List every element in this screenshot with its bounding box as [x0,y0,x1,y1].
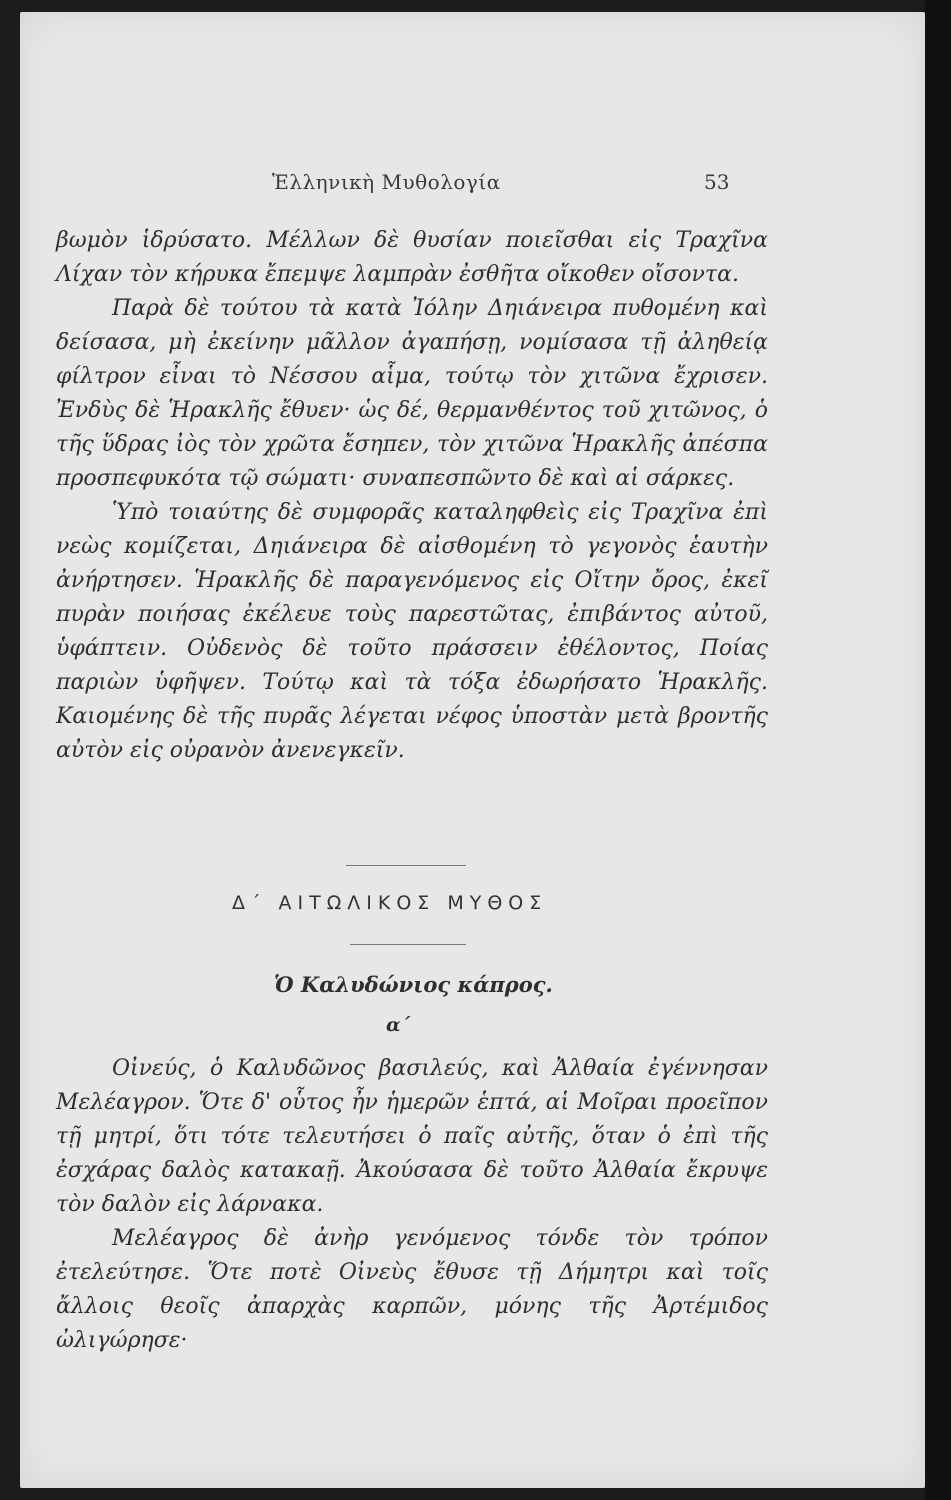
divider-rule [346,865,466,866]
book-page [20,12,925,1488]
section-heading-text: Δ΄ ΑΙΤΩΛΙΚΟΣ ΜΥΘΟΣ [232,892,548,914]
section-subtitle: Ὁ Καλυδώνιος κάπρος. [274,972,553,997]
scan-border [925,0,951,1500]
part-numeral: α΄ [386,1014,411,1036]
paragraph: Οἰνεύς, ὁ Καλυδῶνος βασιλεύς, καὶ Ἀλθαία ἐγέννησαν Μελέαγρον. Ὅτε δ' οὗτος ἦν ἡμερῶν ἑπτά, αἱ Μοῖραι προεῖπον τῇ μητρί, ὅτι τότε τελευτήσει ὁ παῖς αὐτῆς, ὅταν ὁ ἐπὶ τῆς ἐσχάρας δαλὸς κατακαῇ. Ἀκούσασα δὲ τοῦτο Ἀλθαία ἔκρυψε τὸν δαλὸν εἰς λάρνακα. [56,1056,768,1217]
running-title: Ἑλληνικὴ Μυθολογία [272,170,501,194]
paragraph: Ὑπὸ τοιαύτης δὲ συμφορᾶς καταληφθεὶς εἰς Τραχῖνα ἐπὶ νεὼς κομίζεται, Δηιάνειρα δὲ αἰσθομένη τὸ γεγονὸς ἑαυτὴν ἀνήρτησεν. Ἡρακλῆς δὲ παραγενόμενος εἰς Οἴτην ὄρος, ἐκεῖ πυρὰν ποιήσας ἐκέλευε τοὺς παρεστῶτας, ἐπιβάντος αὐτοῦ, ὑφάπτειν. Οὐδενὸς δὲ τοῦτο πράσσειν ἐθέλοντος, Ποίας παριὼν ὑφῆψεν. Τούτῳ καὶ τὰ τόξα ἐδωρήσατο Ἡρακλῆς. Καιομένης δὲ τῆς πυρᾶς λέγεται νέφος ὑποστὰν μετὰ βροντῆς αὐτὸν εἰς οὐρανὸν ἀνενεγκεῖν. [56,500,768,763]
paragraph: βωμὸν ἱδρύσατο. Μέλλων δὲ θυσίαν ποιεῖσθαι εἰς Τραχῖνα Λίχαν τὸν κήρυκα ἔπεμψε λαμπρὰν ἐσθῆτα οἴκοθεν οἴσοντα. [56,228,768,287]
paragraph: Παρὰ δὲ τούτου τὰ κατὰ Ἰόλην Δηιάνειρα πυθομένη καὶ δείσασα, μὴ ἐκείνην μᾶλλον ἀγαπήσῃ, νομίσασα τῇ ἀληθείᾳ φίλτρον εἶναι τὸ Νέσσου αἷμα, τούτῳ τὸν χιτῶνα ἔχρισεν. Ἐνδὺς δὲ Ἡρακλῆς ἔθυεν· ὡς δέ, θερμανθέντος τοῦ χιτῶνος, ὁ τῆς ὕδρας ἰὸς τὸν χρῶτα ἔσηπεν, τὸν χιτῶνα Ἡρακλῆς ἀπέσπα προσπεφυκότα τῷ σώματι· συναπεσπῶντο δὲ καὶ αἱ σάρκες. [56,296,768,491]
running-head [20,170,925,200]
page-number: 53 [704,170,730,194]
passage-heracles [56,224,768,768]
paragraph: Μελέαγρος δὲ ἀνὴρ γενόμενος τόνδε τὸν τρόπον ἐτελεύτησε. Ὅτε ποτὲ Οἰνεὺς ἔθυσε τῇ Δήμητρι καὶ τοῖς ἄλλοις θεοῖς ἀπαρχὰς καρπῶν, μόνης τῆς Ἀρτέμιδος ὠλιγώρησε· [56,1226,768,1353]
passage-meleager [56,1052,768,1358]
divider-rule [350,944,466,945]
